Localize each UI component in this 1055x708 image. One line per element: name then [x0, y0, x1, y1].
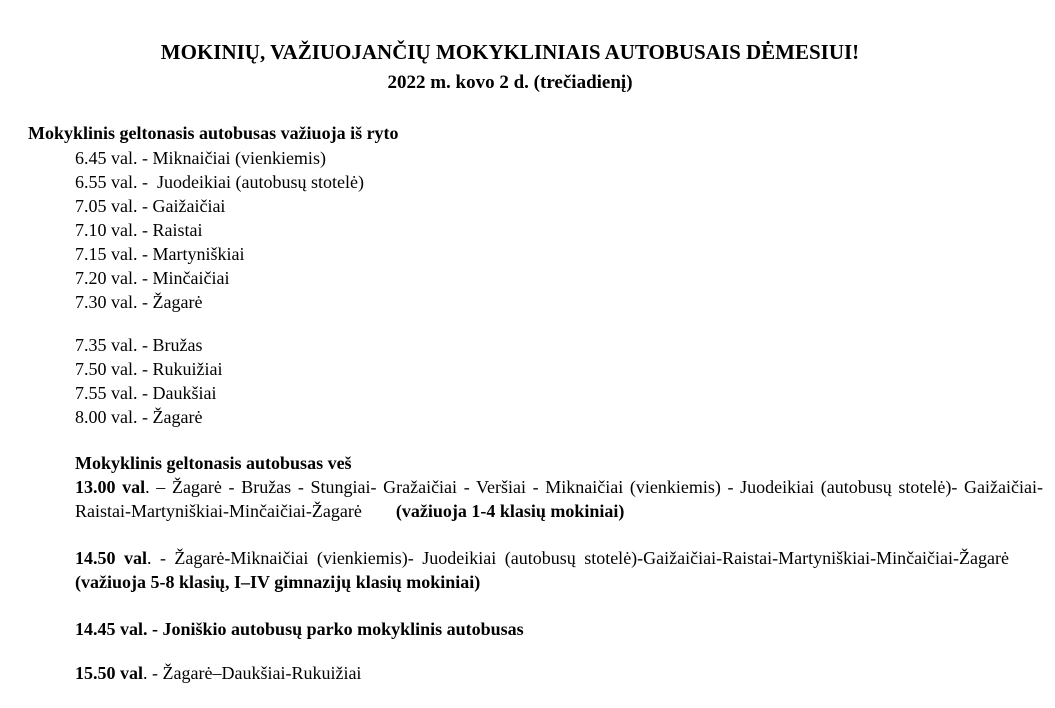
- route-time: 15.50 val: [75, 663, 144, 683]
- afternoon-heading: Mokyklinis geltonasis autobusas veš: [75, 453, 352, 473]
- list-item: 7.05 val. - Gaižaičiai: [75, 196, 226, 216]
- list-item: 8.00 val. - Žagarė: [75, 407, 203, 427]
- list-item: 7.55 val. - Daukšiai: [75, 383, 217, 403]
- date-subtitle: 2022 m. kovo 2 d. (trečiadienį): [387, 72, 633, 93]
- route-text: . - Joniškio autobusų parko mokyklinis autobusas: [143, 619, 524, 639]
- route-stops: . - Žagarė-Miknaičiai (vienkiemis)- Juodeikiai (autobusų stotelė)-Gaižaičiai-Raistai-Martyniškiai-Minčaičiai-Žagarė: [146, 548, 1009, 568]
- list-item: 7.20 val. - Minčaičiai: [75, 268, 230, 288]
- list-item: 7.10 val. - Raistai: [75, 220, 203, 240]
- list-item: 7.15 val. - Martyniškiai: [75, 244, 245, 264]
- morning-stops-list-a: [75, 146, 364, 314]
- route-time: 14.45 val: [75, 619, 144, 639]
- list-item: 6.45 val. - Miknaičiai (vienkiemis): [75, 148, 326, 168]
- route-stops: . - Žagarė–Daukšiai-Rukuižiai: [143, 663, 362, 683]
- route-note: (važiuoja 1-4 klasių mokiniai): [395, 501, 625, 521]
- route-15-50: [28, 661, 1043, 685]
- route-stops: . – Žagarė - Bružas - Stungiai- Gražaičiai - Veršiai - Miknaičiai (vienkiemis) - Juodeikiai (autobusų stotelė)- Gaižaičiai- Raistai-Martyniškiai-Minčaičiai-Žagarė: [75, 477, 1043, 521]
- route-13-00: [28, 475, 1043, 523]
- route-14-50: [28, 546, 1043, 594]
- route-note: (važiuoja 5-8 klasių, I–IV gimnazijų klasių mokiniai): [75, 572, 481, 592]
- route-time: 13.00 val: [75, 477, 146, 497]
- route-14-45: [28, 617, 1043, 641]
- page-title: MOKINIŲ, VAŽIUOJANČIŲ MOKYKLINIAIS AUTOBUSAIS DĖMESIUI!: [160, 40, 860, 64]
- morning-heading: Mokyklinis geltonasis autobusas važiuoja iš ryto: [28, 123, 399, 143]
- morning-stops-list-b: [75, 333, 222, 429]
- list-item: 7.50 val. - Rukuižiai: [75, 359, 223, 379]
- list-item: 7.35 val. - Bružas: [75, 335, 203, 355]
- list-item: 7.30 val. - Žagarė: [75, 292, 203, 312]
- route-time: 14.50 val: [75, 548, 147, 568]
- list-item: 6.55 val. - Juodeikiai (autobusų stotelė): [75, 172, 364, 192]
